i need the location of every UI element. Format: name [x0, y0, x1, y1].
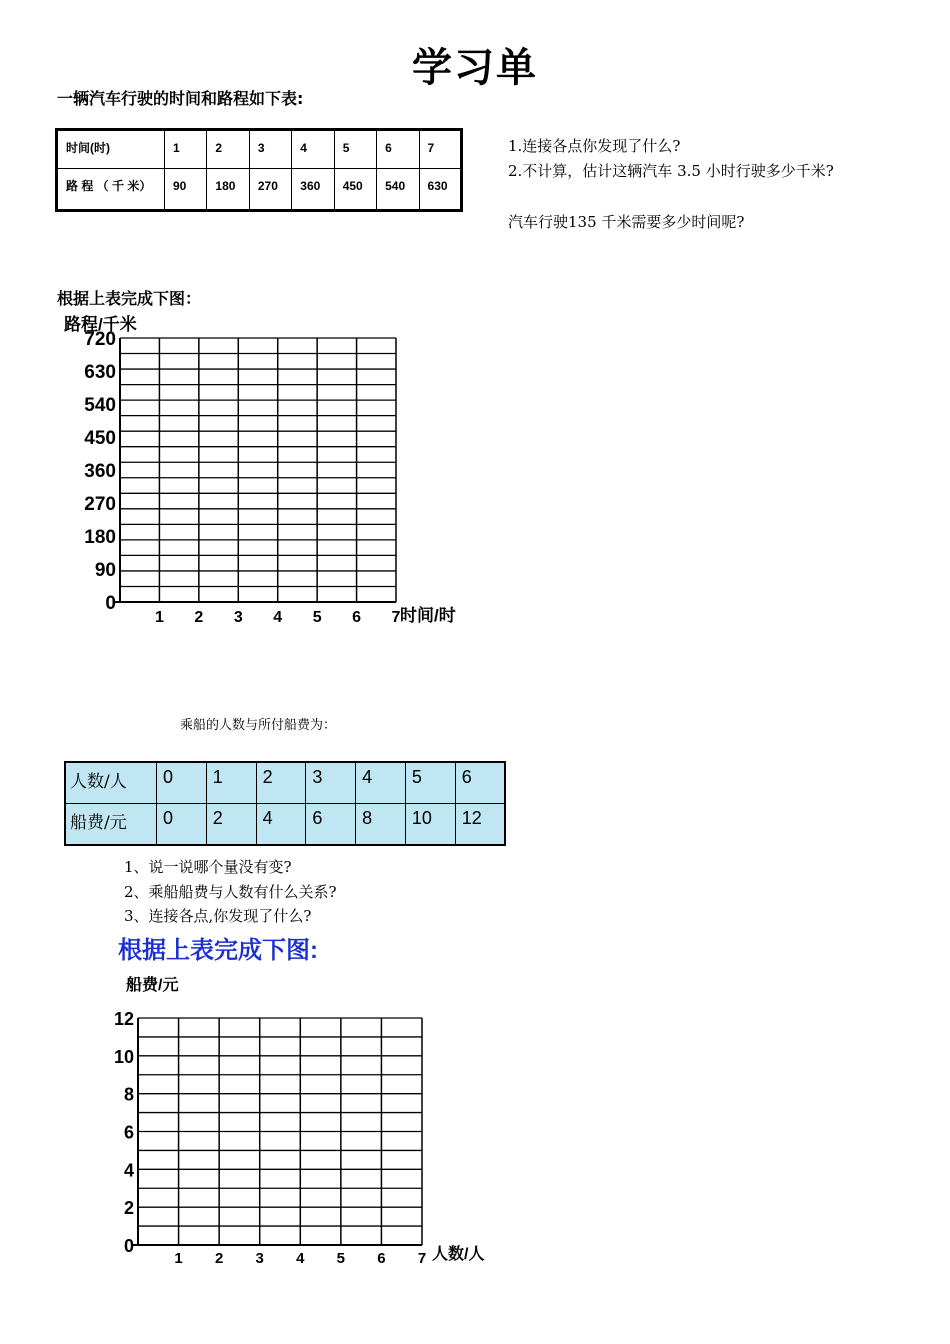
question-1: 1.连接各点你发现了什么? — [508, 137, 681, 155]
y-tick-label: 2 — [123, 1198, 134, 1219]
table-cell: 2 — [206, 804, 256, 846]
table-cell: 6 — [455, 762, 505, 804]
x-tick-label: 6 — [352, 609, 362, 626]
table-cell: 450 — [334, 169, 376, 211]
x-tick-label: 2 — [214, 1250, 224, 1267]
page-title: 学习单 — [412, 45, 538, 91]
table-cell: 7 — [419, 130, 461, 169]
table-cell: 10 — [405, 804, 455, 846]
x-tick-label: 5 — [312, 609, 322, 626]
question-6: 3、连接各点,你发现了什么? — [124, 907, 312, 925]
table-cell: 4 — [356, 762, 406, 804]
x-tick-label: 7 — [391, 609, 401, 626]
y-tick-label: 540 — [84, 395, 116, 416]
table-cell: 5 — [405, 762, 455, 804]
x-axis-title: 人数/人 — [432, 1246, 485, 1263]
y-tick-label: 8 — [123, 1084, 134, 1105]
table-cell: 3 — [249, 130, 291, 169]
x-tick-label: 5 — [336, 1250, 346, 1267]
x-tick-label: 7 — [417, 1250, 427, 1267]
y-tick-label: 90 — [94, 560, 116, 581]
table-cell: 0 — [157, 804, 207, 846]
x-tick-label: 4 — [296, 1250, 305, 1267]
table-cell: 5 — [334, 130, 376, 169]
y-tick-label: 0 — [105, 593, 116, 614]
row-header: 时间(时) — [57, 130, 165, 169]
question-5: 2、乘船船费与人数有什么关系? — [124, 883, 337, 901]
table-cell: 270 — [249, 169, 291, 211]
table-cell: 540 — [377, 169, 419, 211]
table-cell: 8 — [356, 804, 406, 846]
table-cell: 12 — [455, 804, 505, 846]
section1-intro: 一辆汽车行驶的时间和路程如下表: — [57, 89, 304, 108]
x-tick-label: 6 — [377, 1250, 386, 1267]
table-cell: 2 — [256, 762, 306, 804]
y-tick-label: 0 — [123, 1236, 134, 1256]
table-cell: 3 — [306, 762, 356, 804]
table-cell: 0 — [157, 762, 207, 804]
question-2: 2.不计算，估计这辆汽车 3.5 小时行驶多少千米? — [508, 162, 834, 180]
x-tick-label: 3 — [255, 1250, 264, 1267]
y-axis-title: 路程/千米 — [64, 315, 137, 334]
row-header: 路 程 （ 千 米） — [57, 169, 165, 211]
section2-intro: 乘船的人数与所付船费为： — [180, 718, 337, 733]
y-tick-label: 450 — [84, 428, 116, 449]
table-cell: 2 — [207, 130, 249, 169]
y-tick-label: 720 — [84, 329, 116, 350]
table-cell: 1 — [206, 762, 256, 804]
chart2-intro: 根据上表完成下图: — [118, 937, 318, 964]
x-tick-label: 4 — [273, 609, 283, 626]
table-cell: 180 — [207, 169, 249, 211]
y-axis-title: 船费/元 — [126, 977, 179, 994]
y-tick-label: 630 — [84, 362, 116, 383]
table-cell: 90 — [165, 169, 207, 211]
table-cell: 630 — [419, 169, 461, 211]
x-tick-label: 1 — [154, 609, 164, 626]
y-tick-label: 12 — [113, 1009, 134, 1029]
row-header: 船费/元 — [65, 804, 157, 846]
y-tick-label: 4 — [123, 1160, 134, 1181]
y-tick-label: 270 — [84, 494, 116, 515]
table-cell: 4 — [292, 130, 334, 169]
x-axis-title: 时间/时 — [400, 606, 456, 625]
question-4: 1、说一说哪个量没有变? — [124, 858, 292, 876]
y-tick-label: 180 — [84, 527, 116, 548]
x-tick-label: 1 — [174, 1250, 183, 1267]
y-tick-label: 6 — [123, 1122, 134, 1143]
y-tick-label: 10 — [113, 1046, 134, 1067]
x-tick-label: 2 — [194, 609, 204, 626]
table-cell: 4 — [256, 804, 306, 846]
question-3: 汽车行驶135 千米需要多少时间呢? — [508, 213, 745, 231]
table-cell: 360 — [292, 169, 334, 211]
table-cell: 6 — [377, 130, 419, 169]
x-tick-label: 3 — [233, 609, 243, 626]
table-cell: 1 — [165, 130, 207, 169]
row-header: 人数/人 — [65, 762, 157, 804]
chart1-intro: 根据上表完成下图： — [57, 289, 202, 308]
table-cell: 6 — [306, 804, 356, 846]
y-tick-label: 360 — [84, 461, 116, 482]
